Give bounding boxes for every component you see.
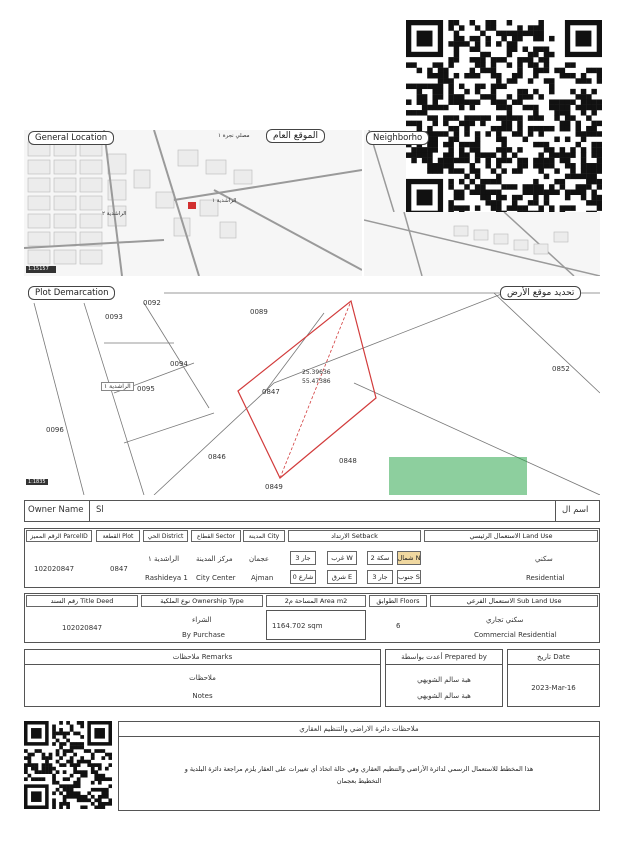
land-use-ar-value: سكني	[535, 555, 553, 563]
hdr-floors: الطوابق Floors	[369, 595, 427, 607]
setback-west-label: غرب W	[327, 551, 357, 565]
area-value: 1164.702 sqm	[272, 622, 323, 630]
plot-0096: 0096	[46, 426, 64, 434]
owner-name-label: Owner Name	[28, 505, 84, 515]
setback-south-value: جار 3	[367, 570, 393, 584]
owner-name-label-ar: اسم ال	[562, 505, 589, 515]
plot-0089: 0089	[250, 308, 268, 316]
sector-ar-value: مركز المدينة	[196, 555, 233, 563]
map-label-rashidiya-1: الراشدية ١	[212, 198, 237, 204]
hdr-land-use: الاستعمال الرئيسي Land Use	[424, 530, 598, 542]
plot-0849: 0849	[265, 483, 283, 491]
sub-land-use-en-value: Commercial Residential	[474, 631, 557, 639]
plot-coord-lat: 25.39636	[302, 369, 331, 376]
prepared-by-2: هبة سالم الشويهي	[417, 692, 471, 700]
remarks-notes-ar: ملاحظات	[189, 674, 216, 682]
map-label-musalla: مصلي نجرة ١	[218, 133, 250, 139]
sub-land-use-ar-value: سكني تجاري	[486, 616, 524, 624]
general-location-scale: 1:15157	[28, 266, 49, 272]
prepared-header: أعدت بواسطة Prepared by	[401, 653, 487, 661]
hdr-parcel-id: الرقم المميز ParcelID	[26, 530, 92, 542]
plot-demarcation-title-ar: تحديد موقع الأرض	[500, 286, 581, 300]
owner-name-row	[24, 500, 600, 522]
plot-0846: 0846	[208, 453, 226, 461]
department-notes-line1: هذا المخطط للاستعمال الرسمي لدائرة الأراضي والتنظيم العقاري وفي حالة اتخاذ أي تغييرات على العقار يلزم مراجعة دائرة البلدية و	[184, 765, 534, 773]
plot-value: 0847	[110, 565, 128, 573]
hdr-area: المساحة م2 Area m2	[266, 595, 366, 607]
general-location-title-ar: الموقع العام	[266, 129, 325, 143]
qr-code-top	[406, 20, 602, 216]
ownership-ar-value: الشراء	[192, 616, 212, 624]
date-value: 2023-Mar-16	[531, 684, 576, 692]
hdr-sub-land-use: الاستعمال الفرعي Sub Land Use	[430, 595, 598, 607]
general-location-map	[24, 130, 362, 276]
prepared-by-1: هبة سالم الشويهي	[417, 676, 471, 684]
setback-north-value: سكة 2	[367, 551, 393, 565]
hdr-plot: القطعة Plot	[96, 530, 140, 542]
neighborhood-title: Neighborho	[366, 131, 429, 145]
district-ar-value: الراشدية ١	[148, 555, 180, 563]
hdr-city: المدينة City	[243, 530, 285, 542]
owner-name-value: Sl	[96, 505, 104, 515]
plot-0847: 0847	[262, 388, 280, 396]
district-en-value: Rashideya 1	[145, 574, 188, 582]
plot-demarcation-title: Plot Demarcation	[28, 286, 115, 300]
setback-north-label: شمال N	[397, 551, 421, 565]
setback-east-value: شارع 0	[290, 570, 316, 584]
department-notes-header: ملاحظات دائرة الاراضي والتنظيم العقاري	[299, 725, 419, 733]
title-deed-value: 102020847	[62, 624, 103, 632]
plot-0852: 0852	[552, 365, 570, 373]
setback-south-label: جنوب S	[397, 570, 421, 584]
department-notes-line2: التخطيط بعجمان	[336, 777, 382, 785]
setback-west-value: جار 3	[290, 551, 316, 565]
hdr-district: الحي District	[143, 530, 188, 542]
plot-0848: 0848	[339, 457, 357, 465]
plot-district-label: الراشدية ١	[101, 382, 134, 391]
plot-0095: 0095	[137, 385, 155, 393]
plot-coord-lon: 55.47386	[302, 378, 331, 385]
land-use-en-value: Residential	[526, 574, 565, 582]
neighborhood-map	[364, 212, 600, 276]
map-label-rashidiya-2: الراشدية ٢	[102, 211, 127, 217]
plot-0092: 0092	[143, 299, 161, 307]
remarks-notes-en: Notes	[192, 692, 213, 700]
city-ar-value: عجمان	[249, 555, 270, 563]
parcel-id-value: 102020847	[34, 565, 75, 573]
hdr-sector: القطاع Sector	[191, 530, 241, 542]
date-header: تاريخ Date	[537, 653, 570, 661]
qr-code-bottom	[24, 721, 112, 809]
remarks-header: ملاحظات Remarks	[172, 653, 233, 661]
hdr-setback: الارتداد Setback	[288, 530, 421, 542]
hdr-ownership: نوع الملكية Ownership Type	[141, 595, 263, 607]
sector-en-value: City Center	[196, 574, 236, 582]
plot-0094: 0094	[170, 360, 188, 368]
plot-0093: 0093	[105, 313, 123, 321]
city-en-value: Ajman	[251, 574, 274, 582]
general-location-title: General Location	[28, 131, 114, 145]
plot-demarcation-scale: 1:1835	[28, 479, 46, 485]
hdr-title-deed: رقم السند Title Deed	[26, 595, 138, 607]
floors-value: 6	[396, 622, 401, 630]
ownership-en-value: By Purchase	[182, 631, 225, 639]
setback-east-label: شرق E	[327, 570, 357, 584]
